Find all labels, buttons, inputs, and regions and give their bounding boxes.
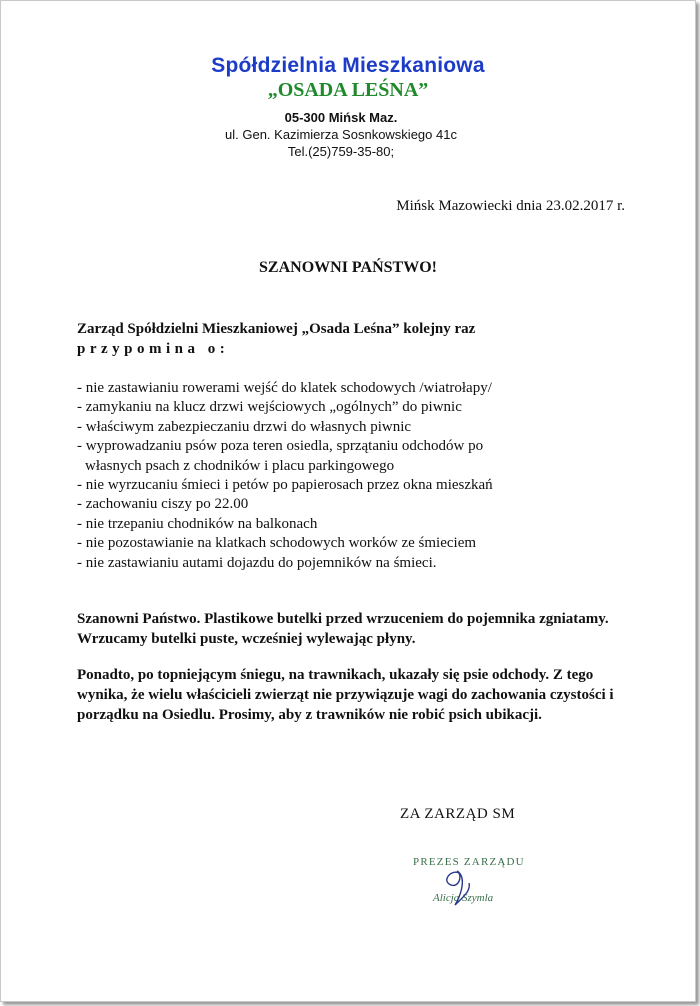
signature-stamp <box>411 851 541 911</box>
street-line: ul. Gen. Kazimierza Sosnkowskiego 41c <box>225 127 457 142</box>
list-item: - nie zastawianiu rowerami wejść do klatek schodowych /wiatrołapy/ <box>77 380 492 396</box>
org-subname: „OSADA LEŚNA” <box>267 79 429 101</box>
org-name: Spółdzielnia Mieszkaniowa <box>211 54 485 77</box>
paragraph-lawns: Ponadto, po topniejącym śniegu, na trawnikach, ukazały się psie odchody. Z tego wynika, że wielu właścicieli zwierząt nie przywiązuje wagi do zachowania czystości i porządku na Osiedlu. Prosimy, aby z trawników nie robić psich ubikacji. <box>77 667 614 723</box>
signature-title: ZA ZARZĄD SM <box>400 806 516 822</box>
list-item: - nie zastawianiu autami dojazdu do pojemników na śmieci. <box>77 554 437 571</box>
list-item: - nie trzepaniu chodników na balkonach <box>77 515 318 532</box>
postal-line: 05-300 Mińsk Maz. <box>284 110 398 125</box>
date-line: Mińsk Mazowiecki dnia 23.02.2017 r. <box>396 198 625 214</box>
intro-text <box>77 319 637 359</box>
greeting: SZANOWNI PAŃSTWO! <box>259 259 437 276</box>
stamp-title: PREZES ZARZĄDU <box>413 856 525 868</box>
list-item: - wyprowadzaniu psów poza teren osiedla, sprzątaniu odchodów po <box>77 438 484 455</box>
list-item-continuation: własnych psach z chodników i placu parkingowego <box>85 457 395 474</box>
stamp-name: Alicja Szymla <box>433 892 494 904</box>
intro-line-2: przypomina o: <box>77 341 230 357</box>
list-item: - właściwym zabezpieczaniu drzwi do własnych piwnic <box>77 418 412 435</box>
letterhead <box>1 53 695 101</box>
phone-line: Tel.(25)759-35-80; <box>287 144 395 159</box>
reminder-list <box>77 379 637 573</box>
intro-line-1: Zarząd Spółdzielni Mieszkaniowej „Osada Leśna” kolejny raz <box>77 321 476 337</box>
paragraph-bottles: Szanowni Państwo. Plastikowe butelki przed wrzuceniem do pojemnika zgniatamy. Wrzucamy butelki puste, wcześniej wylewając płyny. <box>77 611 609 647</box>
org-address <box>191 109 491 160</box>
list-item: - nie pozostawianie na klatkach schodowych worków ze śmieciem <box>77 535 477 552</box>
list-item: - nie wyrzucaniu śmieci i petów po papierosach przez okna mieszkań <box>77 477 493 494</box>
list-item: - zamykaniu na klucz drzwi wejściowych „ogólnych” do piwnic <box>77 399 462 416</box>
list-item: - zachowaniu ciszy po 22.00 <box>77 496 249 513</box>
